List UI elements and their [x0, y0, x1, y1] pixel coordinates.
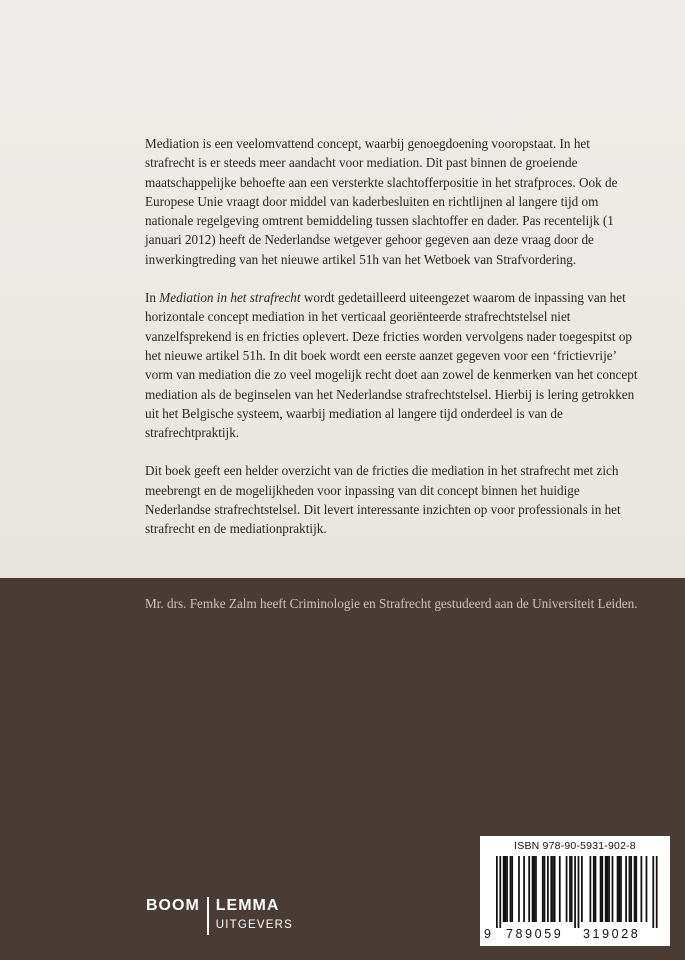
barcode-bar	[607, 856, 609, 922]
isbn-text: ISBN 978-90-5931-902-8	[514, 840, 636, 852]
barcode-bar	[612, 856, 614, 922]
barcode-bar	[547, 856, 549, 922]
barcode-bar	[574, 856, 576, 928]
barcode-bar	[635, 856, 637, 922]
barcode-bar	[550, 856, 552, 922]
blurb-paragraph-1	[145, 134, 643, 269]
barcode-digit-first: 9	[484, 927, 491, 941]
barcode-bar	[581, 856, 583, 922]
blurb-text-run: wordt gedetailleerd uiteengezet waarom de inpassing van het horizontale concept mediation in het verticaal georiënteerde strafrechtstelsel niet vanzelfsprekend is en fricties oplevert. Deze fricties worden vervolgens nader toegespitst op het nieuwe artikel 51h. In dit boek wordt een eerste aanzet gegeven voor een ‘frictievrije’ vorm van mediation die zo veel mogelijk recht doet aan zowel de kenmerken van het concept mediation als de beginselen van het Nederlandse strafrechtstelsel. Hierbij is lering getrokken uit het Belgische systeem, waarbij mediation al langere tijd onderdeel is van de strafrechtpraktijk.	[145, 290, 638, 441]
barcode-bar	[506, 856, 508, 922]
barcode-bar	[652, 856, 654, 928]
barcode-bar	[593, 856, 595, 922]
barcode-bar	[629, 856, 631, 922]
barcode-bar	[634, 856, 636, 922]
barcode-bar	[496, 856, 498, 928]
publisher-logo	[146, 897, 293, 935]
barcode-bar	[578, 856, 580, 928]
barcode-bar	[617, 856, 619, 922]
barcode-bar	[552, 856, 554, 922]
barcode-bar	[566, 856, 568, 922]
barcode-bar	[559, 856, 561, 922]
barcode-bar	[511, 856, 513, 922]
barcode-label	[480, 836, 670, 946]
barcode-bar	[608, 856, 610, 922]
barcode-digits-right: 319028	[583, 927, 641, 941]
blurb-text	[145, 134, 643, 558]
barcode-bar	[590, 856, 592, 922]
blurb-text-run: In	[145, 290, 160, 306]
barcode-bar	[605, 856, 607, 922]
barcode-digits-left: 789059	[506, 927, 564, 941]
barcode-bar	[510, 856, 512, 922]
barcode-bar	[505, 856, 507, 922]
barcode-bar	[646, 856, 648, 922]
barcode-bar	[532, 856, 534, 922]
barcode-bar	[601, 856, 603, 922]
barcode-bar	[630, 856, 632, 922]
barcode-bar	[641, 856, 643, 922]
barcode-bar	[542, 856, 544, 922]
barcode-bar	[544, 856, 546, 922]
barcode-bar	[554, 856, 556, 922]
barcode-bar	[523, 856, 525, 922]
barcode-bar	[620, 856, 622, 922]
barcode-bar	[499, 856, 501, 928]
barcode-bar	[618, 856, 620, 922]
barcode-bar	[600, 856, 602, 922]
blurb-paragraph-2	[145, 288, 643, 442]
logo-uitgevers-text: UITGEVERS	[215, 919, 294, 931]
barcode-icon	[488, 856, 662, 928]
blurb-paragraph-3	[145, 461, 643, 538]
blurb-text-run: Mediation is een veelomvattend concept, waarbij genoegdoening vooropstaat. In het strafrecht is er steeds meer aandacht voor mediation. Dit past binnen de groeiende maatschappelijke behoefte aan een versterkte slachtofferpositie in het strafproces. Ook de Europese Unie vraagt door middel van kaderbesluiten en richtlijnen al langere tijd om nationale regelgeving omtrent bemiddeling tussen slachtoffer en dader. Pas recentelijk (1 januari 2012) heeft de Nederlandse wetgever gehoor gegeven aan deze vraag door de inwerkingtreding van het nieuwe artikel 51h van het Wetboek van Strafvordering.	[145, 136, 618, 267]
barcode-bar	[656, 856, 658, 928]
barcode-bar	[533, 856, 535, 922]
barcode-bar	[571, 856, 573, 922]
barcode-bar	[528, 856, 530, 922]
barcode-bar	[503, 856, 505, 922]
logo-lemma-text: LEMMA	[215, 897, 280, 914]
barcode-bar	[625, 856, 627, 922]
book-title-italic: Mediation in het strafrecht	[159, 290, 301, 306]
barcode-bar	[518, 856, 520, 922]
author-bio: Mr. drs. Femke Zalm heeft Criminologie en Strafrecht gestudeerd aan de Universiteit Leiden.	[145, 596, 638, 611]
barcode-bar	[595, 856, 597, 922]
barcode-bar	[535, 856, 537, 922]
blurb-text-run: Dit boek geeft een helder overzicht van de fricties die mediation in het strafrecht met zich meebrengt en de mogelijkheden voor inpassing van dit concept binnen het huidige Nederlandse strafrechtstelsel. Dit levert interessante inzichten op voor professionals in het strafrecht en de mediationpraktijk.	[145, 463, 621, 537]
barcode-bar	[569, 856, 571, 922]
logo-boom-text: BOOM	[146, 897, 200, 914]
